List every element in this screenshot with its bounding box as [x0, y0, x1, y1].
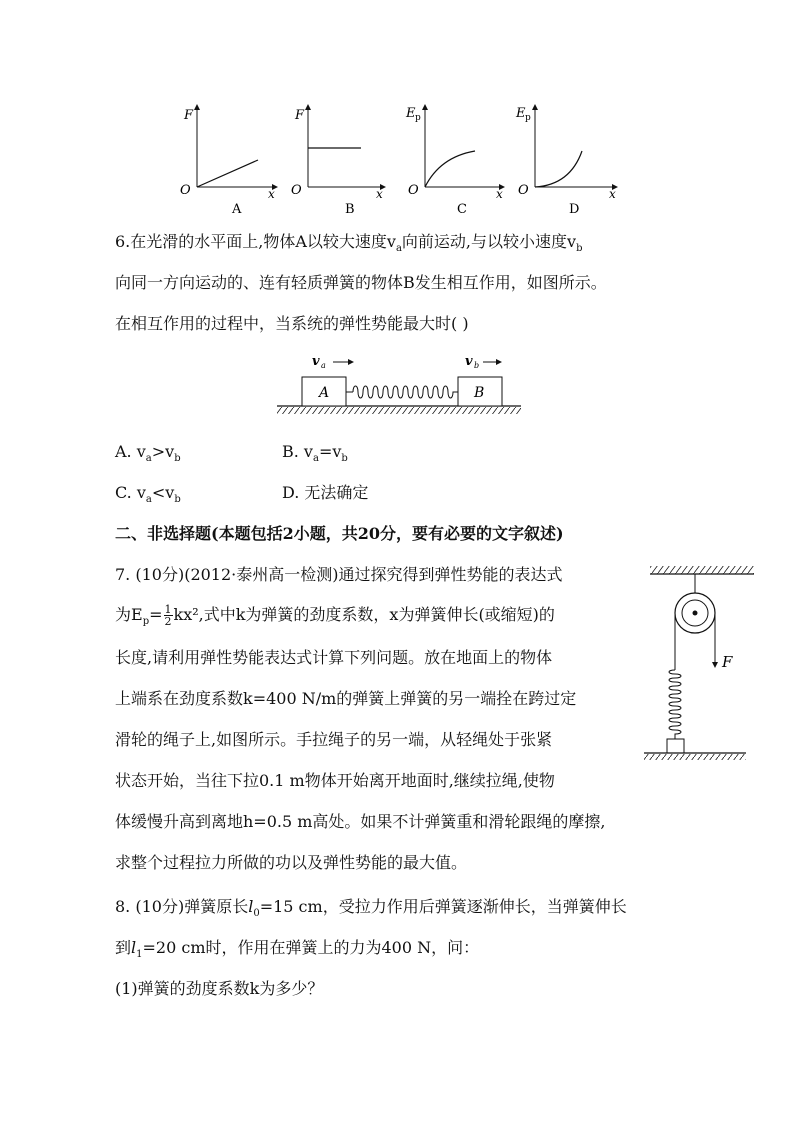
graph-c-ysub: p: [415, 113, 421, 123]
graph-c-label: C: [457, 202, 467, 217]
section-heading: 二、非选择题(本题包括2小题，共20分，要有必要的文字叙述): [115, 524, 564, 543]
q7-line-6: 状态开始，当往下拉0.1 m物体开始离开地面时,继续拉绳,使物: [115, 771, 555, 790]
graph-a-label: A: [232, 202, 242, 217]
q7-line-4: 上端系在劲度系数k=400 N/m的弹簧上弹簧的另一端拴在跨过定: [115, 689, 577, 708]
q7-line-8: 求整个过程拉力所做的功以及弹性势能的最大值。: [115, 853, 468, 872]
collision-figure: [275, 352, 525, 417]
graph-c-yaxis: E: [406, 106, 416, 121]
q8-line-1: 8. (10分)弹簧原长$l_0=15$ cm，受拉力作用后弹簧逐渐伸长，当弹簧伸长: [115, 897, 627, 920]
graphs-figure: [170, 95, 630, 220]
graph-d-xaxis: x: [609, 187, 616, 201]
vb-label: v: [465, 354, 473, 369]
q7-line-3: 长度,请利用弹性势能表达式计算下列问题。放在地面上的物体: [115, 648, 553, 667]
q8-line-2: 到$l_1=20$ cm时，作用在弹簧上的力为400 N，问：: [115, 938, 480, 961]
graph-d-ysub: p: [525, 113, 531, 123]
graph-d: [515, 106, 616, 217]
q6-line-3: 在相互作用的过程中，当系统的弹性势能最大时( ): [115, 314, 469, 333]
block-a-label: A: [319, 385, 330, 401]
graph-b-label: B: [345, 202, 355, 217]
graph-b: [291, 107, 383, 217]
q7-line-1: 7. (10分)(2012·泰州高一检测)通过探究得到弹性势能的表达式: [115, 565, 563, 584]
graph-c: [405, 106, 503, 217]
q6-option-b: B. $v_a=v_b$: [282, 442, 348, 465]
graph-c-origin: O: [408, 183, 419, 198]
graph-b-xaxis: x: [376, 187, 383, 201]
graph-d-label: D: [569, 202, 580, 217]
force-label: F: [722, 653, 733, 671]
q6-option-d: D. 无法确定: [282, 483, 369, 502]
va-label: v: [312, 354, 320, 369]
q7-line-2: 为$E_p=$ $\frac{1}{2}$ kx²,式中k为弹簧的劲度系数，x为弹簧伸长(或缩短)的: [115, 603, 555, 628]
graph-d-origin: O: [518, 183, 529, 198]
fraction-half: $\frac{1}{2}$: [164, 603, 172, 628]
graph-a-yaxis: F: [184, 108, 194, 123]
q6-option-a: A. $v_a>v_b$: [115, 442, 181, 465]
vertical-spring: [669, 670, 681, 739]
q6-option-c: C. $v_a<v_b$: [115, 483, 181, 506]
spring: [346, 386, 458, 398]
q7-line-5: 滑轮的绳子上,如图所示。手拉绳子的另一端，从轻绳处于张紧: [115, 730, 553, 749]
graph-a-origin: O: [180, 183, 191, 198]
va-sub: a: [321, 361, 326, 370]
q6-line-2: 向同一方向运动的、连有轻质弹簧的物体B发生相互作用，如图所示。: [115, 273, 607, 292]
pulley-figure: [640, 565, 770, 760]
vb-sub: b: [474, 361, 480, 370]
q6-line-1: 6.在光滑的水平面上,物体A以较大速度$v_a$向前运动,与以较小速度$v_b$: [115, 232, 583, 255]
graph-c-xaxis: x: [496, 187, 503, 201]
graph-b-origin: O: [291, 183, 302, 198]
graph-b-yaxis: F: [295, 108, 305, 123]
block-b-label: B: [474, 385, 485, 401]
graph-a-xaxis: x: [268, 187, 275, 201]
q7-line-7: 体缓慢升高到离地h=0.5 m高处。如果不计弹簧重和滑轮跟绳的摩擦,: [115, 812, 606, 831]
graph-d-yaxis: E: [516, 106, 526, 121]
graph-a: [180, 107, 275, 217]
q8-line-3: (1)弹簧的劲度系数k为多少？: [115, 979, 324, 998]
hanging-block: [667, 739, 684, 753]
